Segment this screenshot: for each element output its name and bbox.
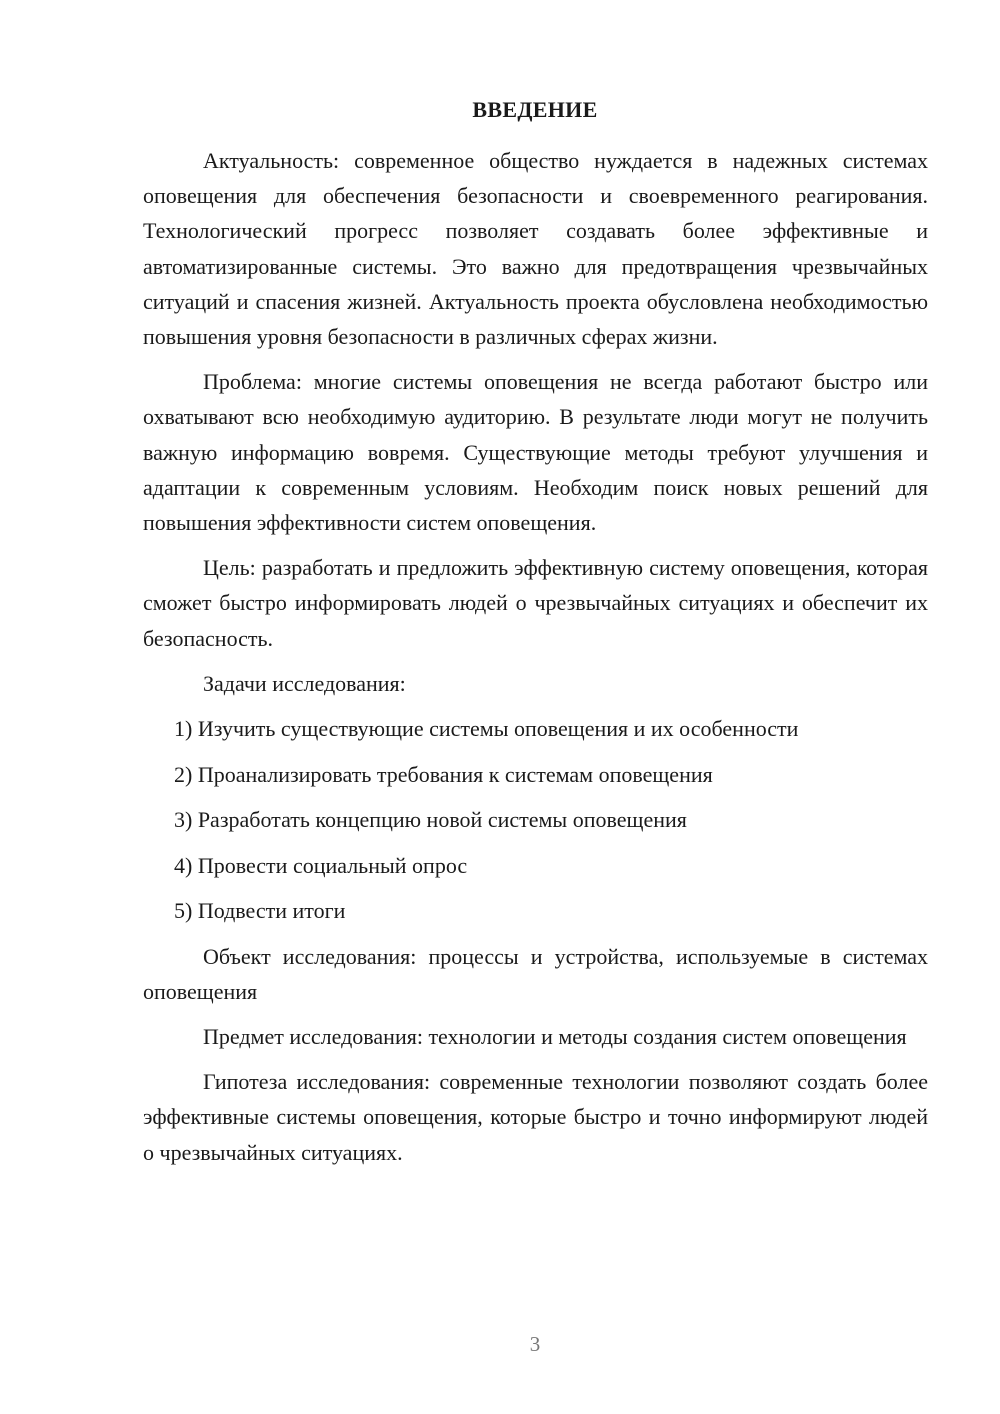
page-number: 3 <box>529 1332 541 1356</box>
task-item-4: 4) Провести социальный опрос <box>174 852 468 878</box>
page-title: ВВЕДЕНИЕ <box>472 97 598 122</box>
object-paragraph: Объект исследования: процессы и устройства, используемые в системах оповещения <box>143 943 928 1004</box>
problem-paragraph: Проблема: многие системы оповещения не всегда работают быстро или охватывают всю необходимую аудиторию. В результате люди могут не получить важную информацию вовремя. Существующие методы требуют улучшения и адаптации к современным условиям. Необходим поиск новых решений для повышения эффективности систем оповещения. <box>143 369 928 536</box>
task-item-1: 1) Изучить существующие системы оповещения и их особенности <box>174 716 799 742</box>
relevance-paragraph: Актуальность: современное общество нуждается в надежных системах оповещения для обеспечения безопасности и своевременного реагирования. Технологический прогресс позволяет создавать более эффективные и автоматизированные системы. Это важно для предотвращения чрезвычайных ситуаций и спасения жизней. Актуальность проекта обусловлена необходимостью повышения уровня безопасности в различных сферах жизни. <box>143 148 928 350</box>
task-list <box>143 711 928 928</box>
hypothesis-paragraph: Гипотеза исследования: современные технологии позволяют создать более эффективные системы оповещения, которые быстро и точно информируют людей о чрезвычайных ситуациях. <box>143 1069 928 1165</box>
task-item-2: 2) Проанализировать требования к системам оповещения <box>174 761 713 787</box>
document-body <box>143 143 928 1180</box>
tasks-heading: Задачи исследования: <box>203 670 406 696</box>
task-item-5: 5) Подвести итоги <box>174 898 346 924</box>
subject-paragraph: Предмет исследования: технологии и методы создания систем оповещения <box>203 1023 907 1049</box>
goal-paragraph: Цель: разработать и предложить эффективную систему оповещения, которая сможет быстро информировать людей о чрезвычайных ситуациях и обеспечит их безопасность. <box>143 555 928 651</box>
task-item-3: 3) Разработать концепцию новой системы оповещения <box>174 807 687 833</box>
